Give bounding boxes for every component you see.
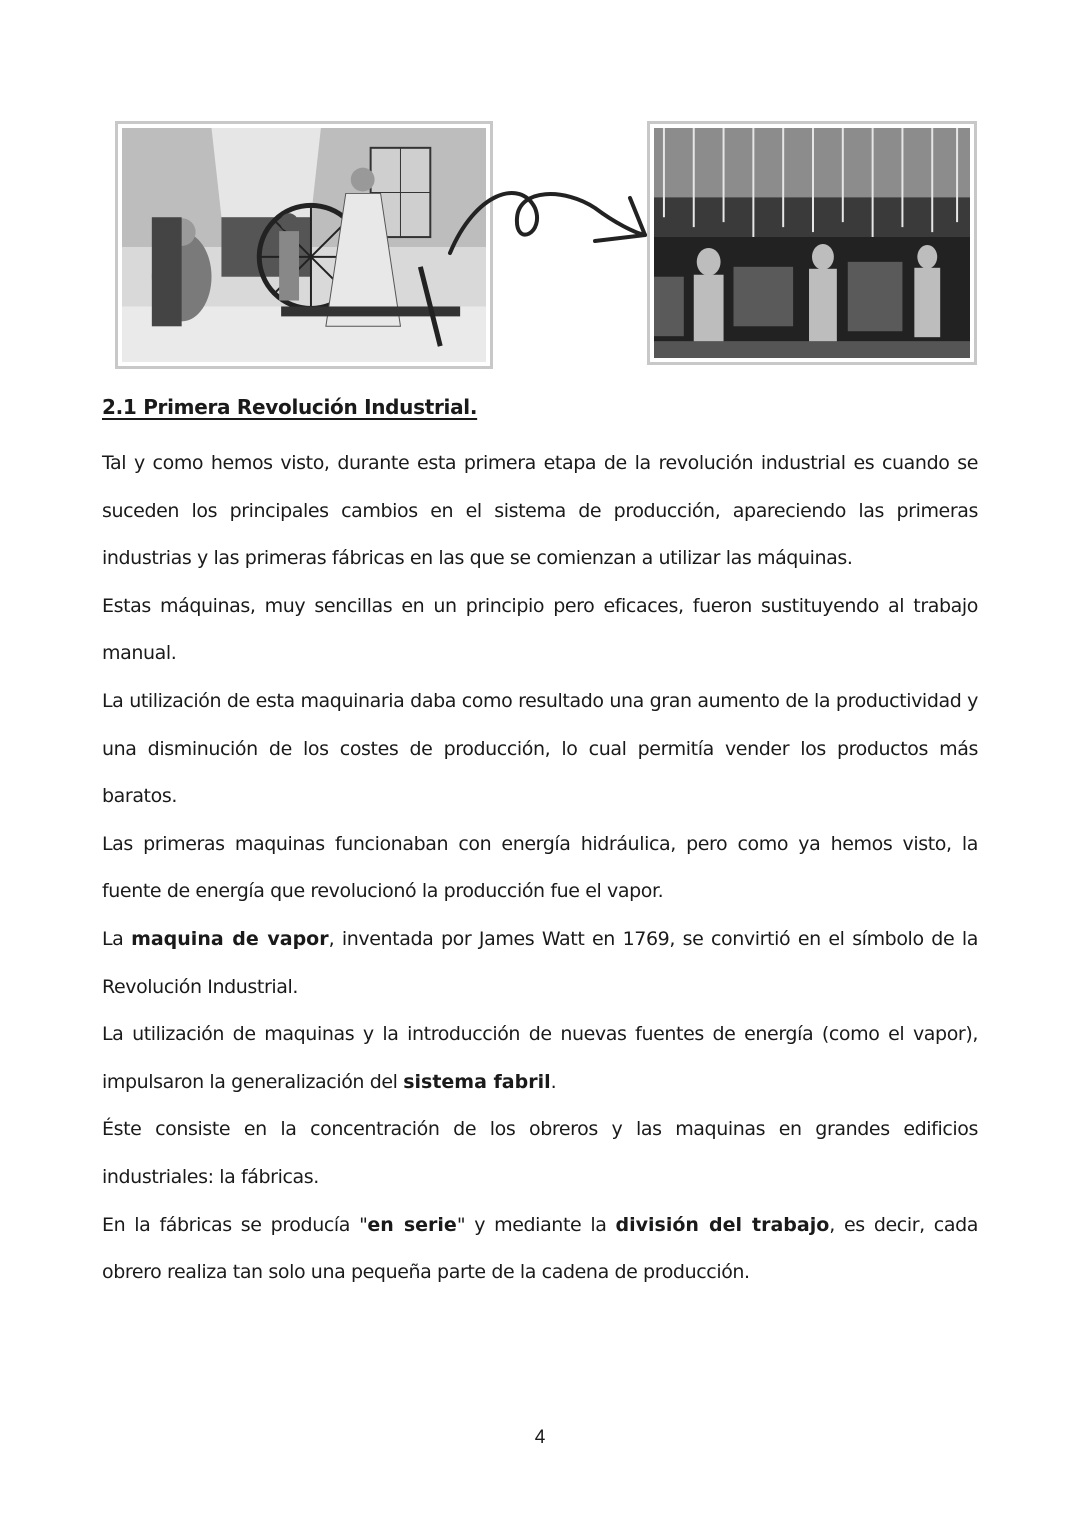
text-run: , inventada por James Watt en 1769, se convirtió en el símbolo de la Revolución Industrial.: [102, 927, 978, 998]
spinning-wheel-illustration: [122, 128, 486, 362]
paragraph: Estas máquinas, muy sencillas en un principio pero eficaces, fueron sustituyendo al trabajo manual.: [102, 594, 978, 665]
paragraph: Las primeras maquinas funcionaban con energía hidráulica, pero como ya hemos visto, la fuente de energía que revolucionó la producción fue el vapor.: [102, 832, 978, 903]
factory-illustration: [654, 128, 970, 358]
bold-term: maquina de vapor: [131, 927, 329, 950]
paragraph: [102, 1011, 978, 1106]
text-run: La: [102, 927, 132, 950]
paragraph: Tal y como hemos visto, durante esta primera etapa de la revolución industrial es cuando se suceden los principales cambios en el sistema de producción, apareciendo las primeras industrias y las primeras fábricas en las que se comienzan a utilizar las máquinas.: [102, 452, 978, 570]
paragraph: La utilización de esta maquinaria daba como resultado una gran aumento de la productividad y una disminución de los costes de producción, lo cual permitía vender los productos más baratos.: [102, 689, 978, 808]
factory-image: [647, 121, 977, 365]
curly-arrow-icon: [445, 178, 655, 258]
body-text: [102, 440, 978, 1297]
section-heading: 2.1 Primera Revolución Industrial.: [102, 395, 478, 419]
text-run: La utilización de maquinas y la introducción de nuevas fuentes de energía (como el vapor), impulsaron la generalización del: [102, 1023, 978, 1093]
text-run: En la fábricas se producía ": [102, 1213, 368, 1236]
bold-term: sistema fabril: [403, 1070, 551, 1093]
paragraph: Éste consiste en la concentración de los obreros y las maquinas en grandes edificios industriales: la fábricas.: [102, 1118, 978, 1188]
paragraph: [102, 916, 978, 1011]
text-run: " y mediante la: [456, 1213, 616, 1236]
text-run: , es decir, cada obrero realiza tan solo una pequeña parte de la cadena de producción.: [102, 1213, 979, 1284]
text-run: .: [550, 1070, 557, 1093]
bold-term: división del trabajo: [615, 1213, 830, 1236]
spinning-wheel-image: [115, 121, 493, 369]
page-number: 4: [534, 1427, 546, 1448]
bold-term: en serie: [367, 1213, 457, 1236]
paragraph: [102, 1202, 978, 1297]
